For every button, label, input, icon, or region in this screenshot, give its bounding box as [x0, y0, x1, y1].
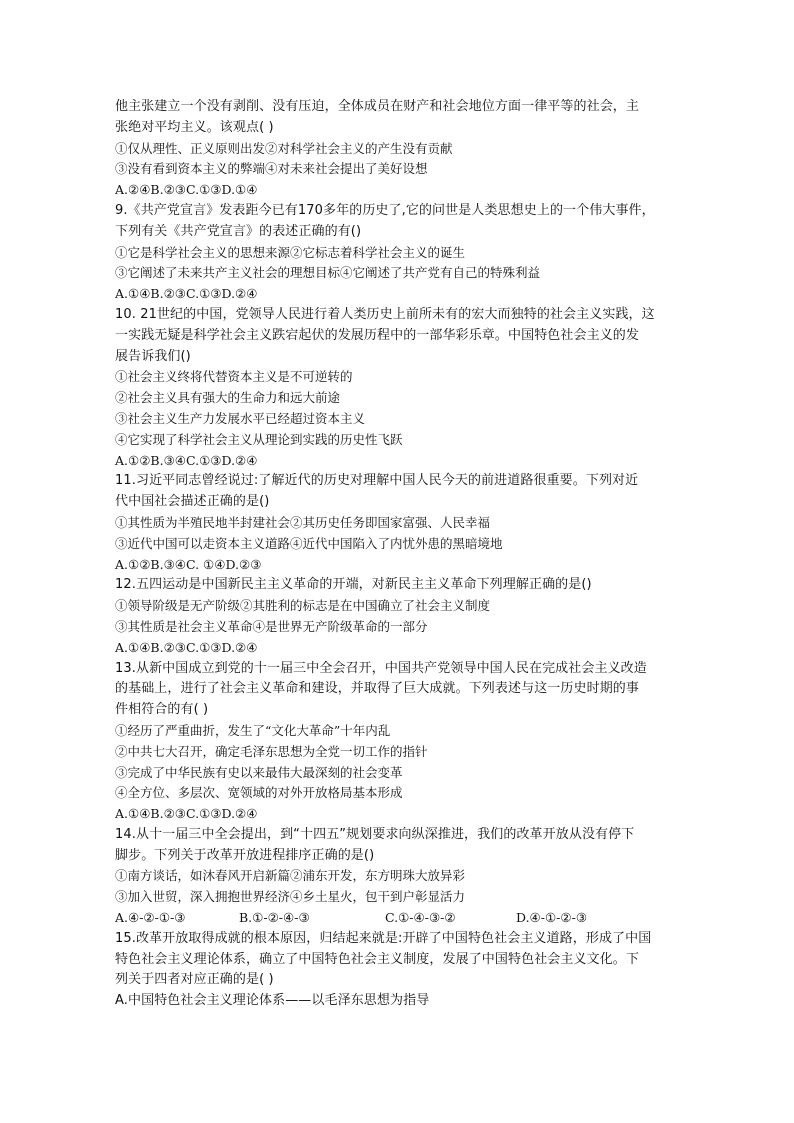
- question-text-line: 13.从新中国成立到党的十一届三中全会召开，中国共产党领导中国人民在完成社会主义改造: [115, 660, 647, 676]
- answer-option: B.①-②-④-③: [239, 910, 310, 926]
- question-text-line: 列关于四者对应正确的是( ): [115, 972, 274, 988]
- statement-options-line: ③完成了中华民族有史以来最伟大最深刻的社会变革: [115, 764, 403, 780]
- statement-options-line: ④它实现了科学社会主义从理论到实践的历史性飞跃: [115, 431, 403, 447]
- statement-options-line: ③近代中国可以走资本主义道路④近代中国陷入了内忧外患的黑暗境地: [115, 535, 503, 551]
- statement-options-line: ①其性质为半殖民地半封建社会②其历史任务即国家富强、人民幸福: [115, 514, 491, 530]
- statement-options-line: ③社会主义生产力发展水平已经超过资本主义: [115, 410, 366, 426]
- answer-options-line: A.①②B.③④C.①③D.②④: [115, 452, 258, 468]
- question-text-line: 9.《共产党宣言》发表距今已有170多年的历史了,它的问世是人类思想史上的一个伟大事件，: [115, 202, 655, 218]
- question-text-line: 14.从十一届三中全会提出，到“十四五”规划要求向纵深推进，我们的改革开放从没有停下: [115, 826, 635, 842]
- question-text-line: 脚步。下列关于改革开放进程排序正确的是(): [115, 847, 375, 863]
- statement-options-line: ①经历了严重曲折，发生了“文化大革命”十年内乱: [115, 722, 391, 738]
- statement-options-line: ③它阐述了未来共产主义社会的理想目标④它阐述了共产党有自己的特殊利益: [115, 265, 541, 281]
- question-text-line: 下列有关《共产党宣言》的表述正确的有(): [115, 223, 362, 239]
- question-text-line: 展告诉我们(): [115, 348, 191, 364]
- answer-options-line: [115, 908, 685, 929]
- answer-options-line: A.①②B.③④C. ①④D.②③: [115, 556, 262, 572]
- answer-option: A.④-②-①-③: [115, 910, 186, 926]
- document-page: [115, 97, 685, 1012]
- statement-options-line: ①南方谈话，如沐春风开启新篇②浦东开发，东方明珠大放异彩: [115, 868, 466, 884]
- question-text-line: 他主张建立一个没有剥削、没有压迫，全体成员在财产和社会地位方面一律平等的社会，主: [115, 99, 640, 114]
- statement-options-line: ①仅从理性、正义原则出发②对科学社会主义的产生没有贡献: [115, 140, 453, 156]
- question-text-line: 11.习近平同志曾经说过:了解近代的历史对理解中国人民今天的前进道路很重要。下列对近: [115, 473, 639, 489]
- statement-options-line: ①领导阶级是无产阶级②其胜利的标志是在中国确立了社会主义制度: [115, 598, 491, 614]
- statement-options-line: ③其性质是社会主义革命④是世界无产阶级革命的一部分: [115, 618, 428, 634]
- answer-options-line: A.①④B.②③C.①③D.②④: [115, 806, 258, 822]
- statement-options-line: ④全方位、多层次、宽领域的对外开放格局基本形成: [115, 785, 403, 801]
- answer-option: D.④-①-②-③: [516, 910, 588, 926]
- question-text-line: 15.改革开放取得成就的根本原因，归结起来就是:开辟了中国特色社会主义道路，形成了中国: [115, 930, 652, 946]
- statement-options-line: ①它是科学社会主义的思想来源②它标志着科学社会主义的诞生: [115, 244, 466, 260]
- statement-options-line: ③没有看到资本主义的弊端④对未来社会提出了美好设想: [115, 161, 428, 177]
- statement-options-line: ②中共七大召开，确定毛泽东思想为全党一切工作的指针: [115, 743, 428, 759]
- question-text-line: A.中国特色社会主义理论体系——以毛泽东思想为指导: [115, 993, 430, 1009]
- statement-options-line: ②社会主义具有强大的生命力和远大前途: [115, 390, 341, 406]
- question-text-line: 件相符合的有( ): [115, 702, 209, 718]
- question-text-line: 的基础上，进行了社会主义革命和建设，并取得了巨大成就。下列表述与这一历史时期的事: [115, 681, 640, 697]
- answer-options-line: A.②④B.②③C.①③D.①④: [115, 182, 258, 198]
- question-text-line: 一实践无疑是科学社会主义跌宕起伏的发展历程中的一部华彩乐章。中国特色社会主义的发: [115, 327, 640, 343]
- question-text-line: 特色社会主义理论体系，确立了中国特色社会主义制度，发展了中国特色社会主义文化。下: [115, 951, 640, 967]
- question-text-line: 代中国社会描述正确的是(): [115, 494, 270, 510]
- answer-option: C.①-④-③-②: [385, 910, 456, 926]
- statement-options-line: ③加入世贸，深入拥抱世界经济④乡土星火，包干到户彰显活力: [115, 889, 466, 905]
- question-text-line: 张绝对平均主义。该观点( ): [115, 119, 274, 135]
- question-text-line: 10. 21世纪的中国，党领导人民进行着人类历史上前所未有的宏大而独特的社会主义实践，这: [115, 306, 655, 322]
- answer-options-line: A.①④B.②③C.①③D.②④: [115, 286, 258, 302]
- answer-options-line: A.①④B.②③C.①③D.②④: [115, 639, 258, 655]
- question-text-line: 12.五四运动是中国新民主主义革命的开端，对新民主主义革命下列理解正确的是(): [115, 577, 592, 593]
- statement-options-line: ①社会主义终将代替资本主义是不可逆转的: [115, 369, 353, 385]
